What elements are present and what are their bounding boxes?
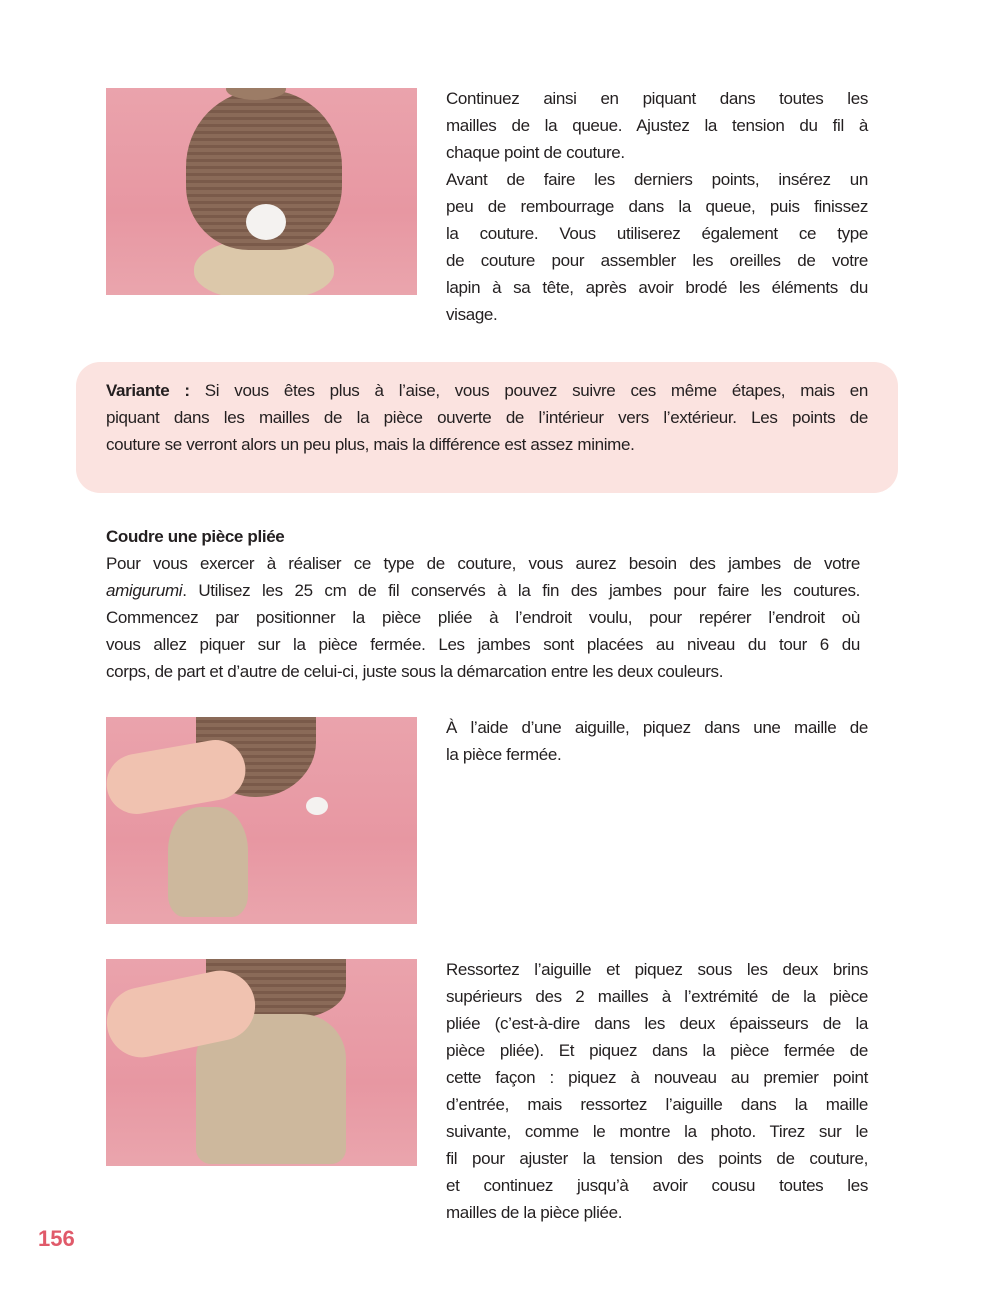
text-line: d’entrée, mais ressortez l’aiguille dans la maille [446, 1095, 868, 1114]
text-line: pliée (c’est-à-dire dans les deux épaisseurs de la [446, 1014, 868, 1033]
photo-step-2 [106, 959, 417, 1166]
text-line: Pour vous exercer à réaliser ce type de couture, vous aurez besoin des jambes de votre [106, 554, 860, 573]
text-line: cette façon : piquez à nouveau au premier point [446, 1068, 868, 1087]
text-line: couture se verront alors un peu plus, mais la différence est assez minime. [106, 435, 635, 454]
photo-bunny-tail [106, 88, 417, 295]
text-line: pièce pliée). Et piquez dans la pièce fermée de [446, 1041, 868, 1060]
text-line: visage. [446, 305, 498, 324]
section-heading: Coudre une pièce pliée [106, 527, 285, 546]
text-line: supérieurs des 2 mailles à l’extrémité de la pièce [446, 987, 868, 1006]
text-section-2 [106, 523, 860, 685]
text-step-1 [446, 714, 868, 768]
text-line: Avant de faire les derniers points, insérez un [446, 170, 868, 189]
text-line: mailles de la pièce pliée. [446, 1203, 623, 1222]
text-line: Ressortez l’aiguille et piquez sous les deux brins [446, 960, 868, 979]
text-line: lapin à sa tête, après avoir brodé les éléments du [446, 278, 868, 297]
text-line: fil pour ajuster la tension des points de couture, [446, 1149, 868, 1168]
photo-step-1 [106, 717, 417, 924]
text-line: la pièce fermée. [446, 745, 562, 764]
text-step-2 [446, 956, 868, 1226]
text-line: chaque point de couture. [446, 143, 625, 162]
text-line: À l’aide d’une aiguille, piquez dans une maille de [446, 718, 868, 737]
italic-term: amigurumi [106, 581, 183, 600]
text-line: vous allez piquer sur la pièce fermée. Les jambes sont placées au niveau du tour 6 du [106, 635, 860, 654]
variante-label: Variante : [106, 381, 190, 400]
text-line: peu de rembourrage dans la queue, puis finissez [446, 197, 868, 216]
text-line: corps, de part et d’autre de celui-ci, juste sous la démarcation entre les deux couleurs. [106, 662, 724, 681]
text-line: suivante, comme le montre la photo. Tirez sur le [446, 1122, 868, 1141]
text-line: de couture pour assembler les oreilles de votre [446, 251, 868, 270]
text-line: piquant dans les mailles de la pièce ouverte de l’intérieur vers l’extérieur. Les points de [106, 408, 868, 427]
page-number: 156 [38, 1226, 75, 1251]
text-line: Continuez ainsi en piquant dans toutes les [446, 89, 868, 108]
text-line: et continuez jusqu’à avoir cousu toutes les [446, 1176, 868, 1195]
text-section-1 [446, 85, 868, 328]
variante-text [106, 377, 868, 458]
text-line: mailles de la queue. Ajustez la tension du fil à [446, 116, 868, 135]
text-line: Si vous êtes plus à l’aise, vous pouvez suivre ces même étapes, mais en [189, 381, 868, 400]
text-line: la couture. Vous utiliserez également ce type [446, 224, 868, 243]
text-line: . Utilisez les 25 cm de fil conservés à la fin des jambes pour faire les coutures. [182, 581, 860, 600]
text-line: Commencez par positionner la pièce pliée à l’endroit voulu, pour repérer l’endroit où [106, 608, 860, 627]
